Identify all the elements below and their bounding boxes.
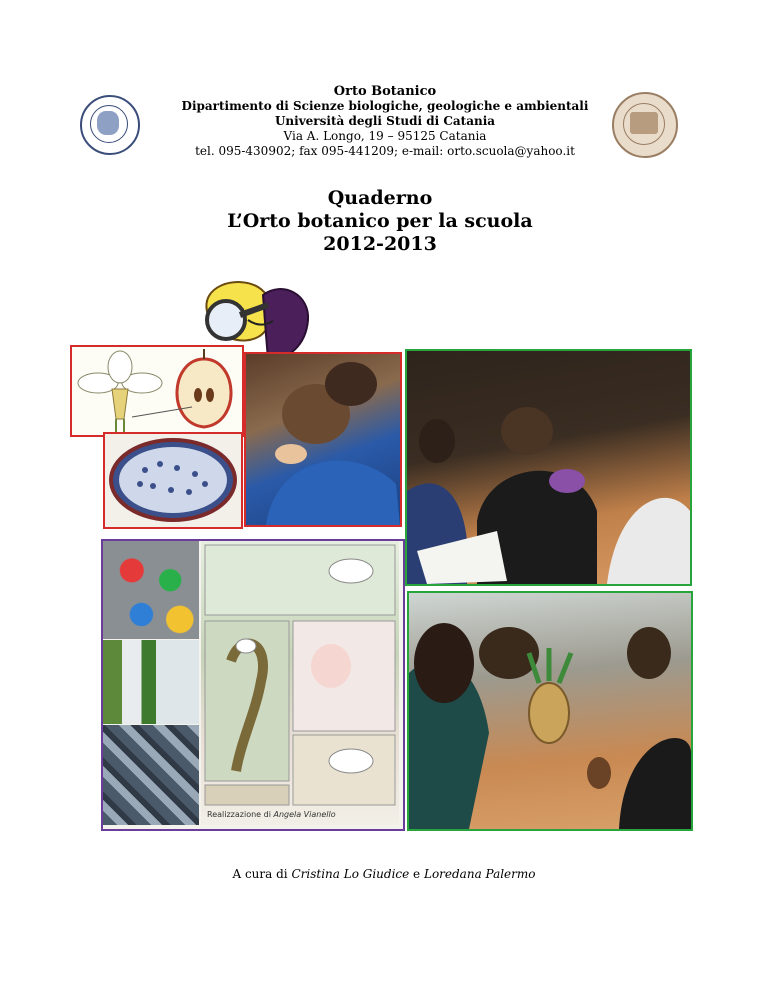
glass-bottles-image [103,640,199,724]
credit-conjunction: e [409,867,424,881]
header-block [150,84,620,159]
header-university: Università degli Studi di Catania [274,114,496,128]
comic-credit-caption [207,810,336,819]
flower-apple-section-drawing [70,345,244,437]
header-department: Dipartimento di Scienze biologiche, geologiche e ambientali [181,99,589,113]
title-line-2: L’Orto botanico per la scuola [227,210,533,232]
header-institution: Orto Botanico [333,84,437,99]
stem-cross-section-image [103,432,243,529]
comic-strip-illustration [201,541,399,825]
comic-credit-prefix: Realizzazione di [207,810,274,819]
botanical-garden-seal-right [612,92,678,158]
editors-credit [150,867,618,881]
header-address: Via A. Longo, 19 – 95125 Catania [283,129,487,143]
document-title [160,187,600,256]
credit-name-2: Loredana Palermo [423,867,536,881]
title-line-1: Quaderno [327,187,433,209]
plastic-caps-image [103,541,199,639]
header-contacts: tel. 095-430902; fax 095-441209; e-mail: orto.scuola@yahoo.it [195,144,575,158]
credit-name-1: Cristina Lo Giudice [291,867,410,881]
metal-cans-image [103,725,199,825]
credit-prefix: A cura di [232,867,292,881]
university-seal-left [80,95,140,155]
photo-students-observing [244,352,402,527]
title-line-3: 2012-2013 [323,233,437,255]
photo-pineapple-observation [407,591,693,831]
comic-credit-author: Angela Vianello [273,810,336,819]
photo-students-at-table [405,349,692,586]
